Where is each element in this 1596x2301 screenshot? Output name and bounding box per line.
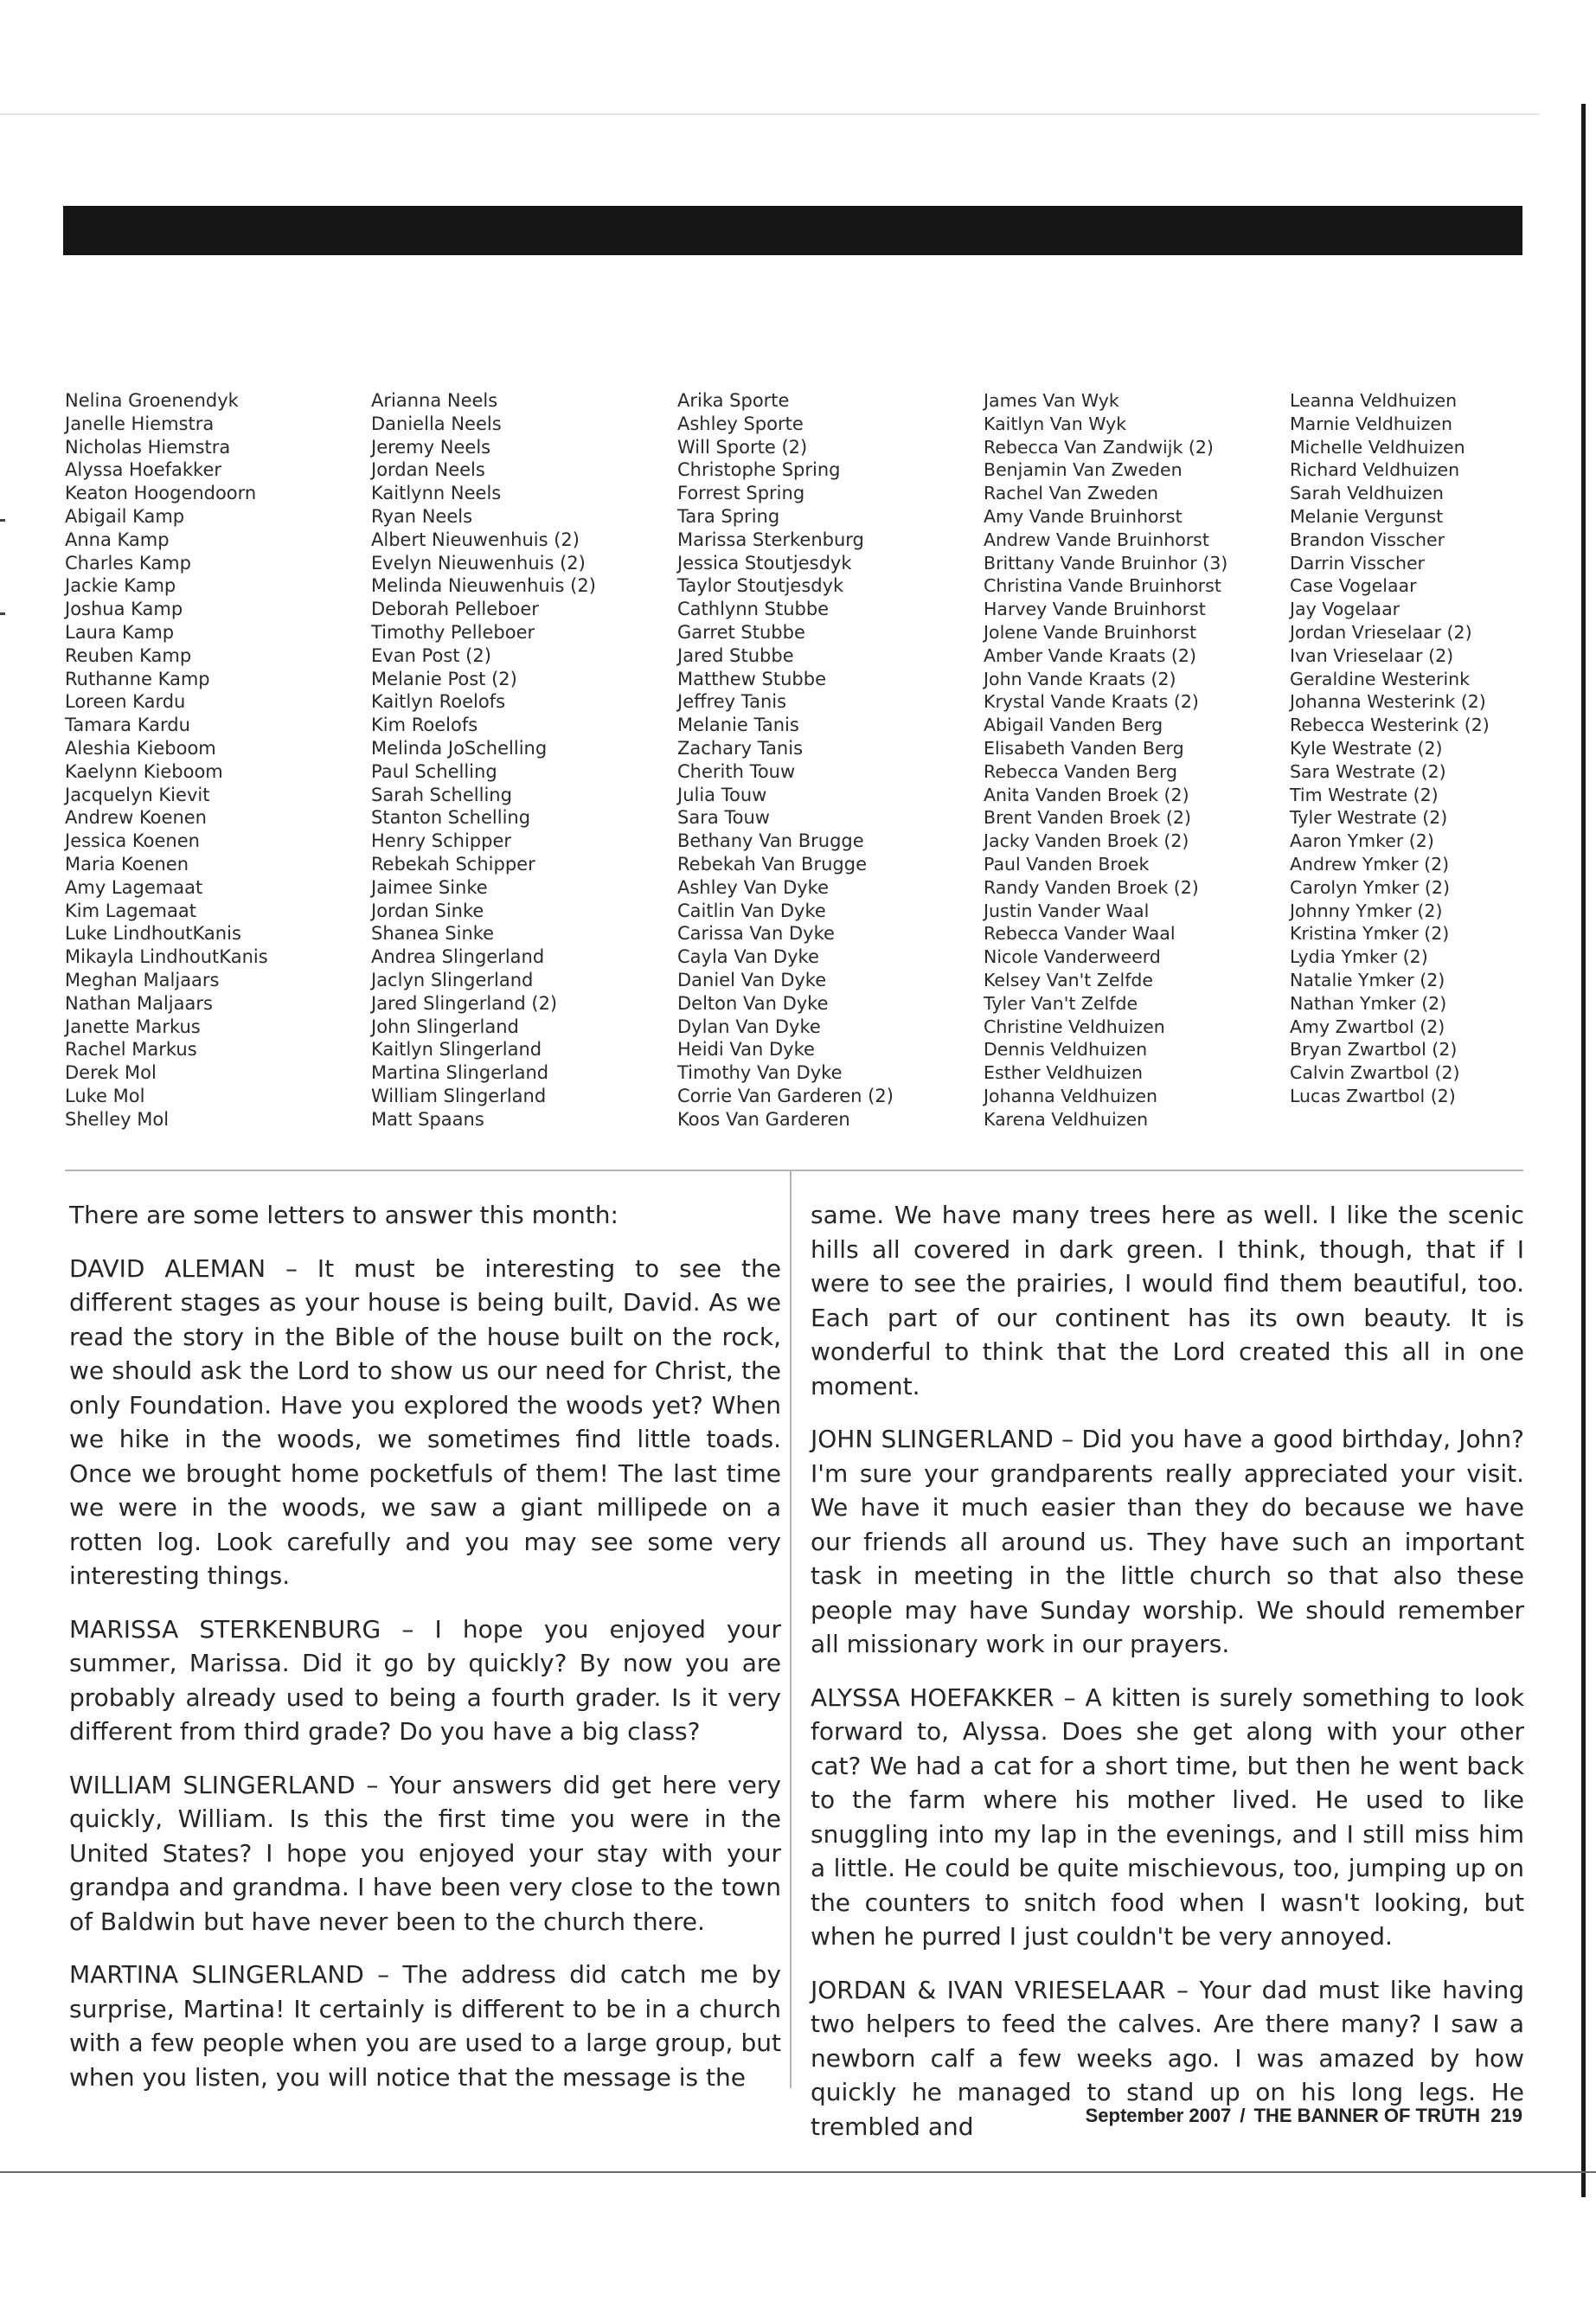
name-entry: Jordan Neels: [371, 459, 485, 481]
name-entry: Corrie Van Garderen (2): [677, 1085, 894, 1106]
name-entry: Caitlin Van Dyke: [677, 900, 826, 921]
name-entry: Randy Vanden Broek (2): [984, 876, 1199, 898]
name-entry: Marissa Sterkenburg: [677, 529, 864, 550]
name-entry: Rebecca Vander Waal: [984, 923, 1176, 945]
name-entry: Nicholas Hiemstra: [65, 436, 231, 458]
name-entry: Paul Vanden Broek: [984, 853, 1150, 875]
name-entry: Bethany Van Brugge: [677, 830, 864, 852]
name-entry: Krystal Vande Kraats (2): [984, 691, 1199, 713]
name-entry: Nicole Vanderweerd: [984, 946, 1161, 968]
name-entry: Will Sporte (2): [677, 436, 808, 458]
name-entry: Kaitlyn Van Wyk: [984, 413, 1127, 434]
letter-reply: JOHN SLINGERLAND – Did you have a good birthday, John? I'm sure your grandparents really appreciated your visit. We have it much easier than they do because we have our friends all around us. They have such an important task in meeting in the little church so that also these people may have Sunday worship. We should remember all missionary work in our prayers.: [811, 1425, 1524, 1658]
name-entry: Jaclyn Slingerland: [371, 969, 534, 990]
margin-tick: [0, 519, 5, 522]
name-entry: Meghan Maljaars: [65, 969, 220, 990]
name-entry: Rachel Van Zweden: [984, 483, 1158, 504]
name-entry: Shelley Mol: [65, 1108, 170, 1130]
name-entry: Heidi Van Dyke: [677, 1039, 815, 1061]
name-entry: Tim Westrate (2): [1290, 784, 1439, 805]
name-entry: Alyssa Hoefakker: [65, 459, 222, 481]
name-entry: Timothy Pelleboer: [371, 621, 535, 643]
name-entry: Rebecca Westerink (2): [1290, 715, 1490, 736]
name-entry: Christine Veldhuizen: [984, 1016, 1165, 1037]
name-entry: Esther Veldhuizen: [984, 1062, 1144, 1084]
name-entry: Jolene Vande Bruinhorst: [984, 621, 1196, 643]
name-entry: Janette Markus: [65, 1016, 201, 1037]
name-entry: Timothy Van Dyke: [677, 1062, 843, 1084]
name-entry: Kristina Ymker (2): [1290, 923, 1450, 945]
name-entry: Darrin Visscher: [1290, 552, 1425, 574]
name-entry: Jessica Stoutjesdyk: [677, 552, 852, 574]
name-entry: Melanie Tanis: [677, 715, 799, 736]
name-entry: James Van Wyk: [984, 390, 1119, 411]
name-entry: Arianna Neels: [371, 390, 498, 411]
name-entry: Tyler Van't Zelfde: [984, 992, 1138, 1014]
name-entry: Tyler Westrate (2): [1290, 807, 1448, 829]
name-entry: Jordan Sinke: [371, 900, 484, 921]
name-entry: Justin Vander Waal: [984, 900, 1150, 921]
name-entry: Michelle Veldhuizen: [1290, 436, 1465, 458]
name-entry: Stanton Schelling: [371, 807, 531, 829]
name-entry: Melanie Vergunst: [1290, 505, 1444, 527]
name-entry: Ruthanne Kamp: [65, 668, 210, 689]
name-entry: Carolyn Ymker (2): [1290, 876, 1450, 898]
name-entry: Anna Kamp: [65, 529, 170, 550]
name-entry: Delton Van Dyke: [677, 992, 829, 1014]
name-entry: Martina Slingerland: [371, 1062, 549, 1084]
name-entry: Albert Nieuwenhuis (2): [371, 529, 580, 550]
name-entry: Melinda Nieuwenhuis (2): [371, 575, 596, 597]
name-entry: Rebekah Schipper: [371, 853, 535, 875]
name-entry: Kaitlyn Roelofs: [371, 691, 506, 713]
letter-reply: WILLIAM SLINGERLAND – Your answers did get here very quickly, William. Is this the first time you were in the United States? I hope you enjoyed your stay with your grandpa and grandma. I have been very close to the town of Baldwin but have never been to the church there.: [69, 1770, 781, 1936]
names-column: [984, 389, 1278, 1131]
name-entry: Ryan Neels: [371, 505, 473, 527]
name-entry: Case Vogelaar: [1290, 575, 1417, 597]
name-entry: Evan Post (2): [371, 644, 491, 666]
names-list: [65, 389, 1570, 1133]
name-entry: Kim Roelofs: [371, 715, 478, 736]
name-entry: Kaitlyn Slingerland: [371, 1039, 542, 1061]
name-entry: Jacky Vanden Broek (2): [984, 830, 1189, 852]
page-footer: [1086, 2105, 1522, 2127]
page-number: 219: [1490, 2105, 1522, 2126]
name-entry: Shanea Sinke: [371, 923, 495, 945]
name-entry: Matt Spaans: [371, 1108, 484, 1130]
name-entry: Brandon Visscher: [1290, 529, 1445, 550]
name-entry: Zachary Tanis: [677, 737, 804, 759]
name-entry: Abigail Kamp: [65, 505, 185, 527]
name-entry: Evelyn Nieuwenhuis (2): [371, 552, 586, 574]
name-entry: Charles Kamp: [65, 552, 191, 574]
section-divider: [65, 1170, 1523, 1171]
name-entry: Sarah Veldhuizen: [1290, 483, 1444, 504]
name-entry: Elisabeth Vanden Berg: [984, 737, 1184, 759]
top-rule: [0, 113, 1540, 115]
name-entry: Mikayla LindhoutKanis: [65, 946, 268, 968]
name-entry: Jaimee Sinke: [371, 876, 488, 898]
name-entry: Benjamin Van Zweden: [984, 459, 1183, 481]
name-entry: Koos Van Garderen: [677, 1108, 850, 1130]
name-entry: Geraldine Westerink: [1290, 668, 1471, 689]
name-entry: Jeffrey Tanis: [677, 691, 787, 713]
name-entry: Cherith Touw: [677, 760, 796, 782]
name-entry: Rebecca Vanden Berg: [984, 760, 1178, 782]
name-entry: Melanie Post (2): [371, 668, 517, 689]
name-entry: Garret Stubbe: [677, 621, 805, 643]
name-entry: Forrest Spring: [677, 483, 805, 504]
name-entry: Jeremy Neels: [371, 436, 491, 458]
name-entry: Rebekah Van Brugge: [677, 853, 867, 875]
name-entry: Andrea Slingerland: [371, 946, 545, 968]
name-entry: Tara Spring: [677, 505, 780, 527]
name-entry: Kaitlynn Neels: [371, 483, 502, 504]
footer-issue-date: September 2007: [1085, 2105, 1232, 2126]
name-entry: Karena Veldhuizen: [984, 1108, 1149, 1130]
letter-reply: DAVID ALEMAN – It must be interesting to see the different stages as your house is being built, David. As we read the story in the Bible of the house built on the rock, we should ask the Lord to show us our need for Christ, the only Foundation. Have you explored the woods yet? When we hike in the woods, we sometimes find little toads. Once we brought home pocketfuls of them! The last time we were in the woods, we saw a giant millipede on a rotten log. Look carefully and you may see some very interesting things.: [69, 1253, 781, 1590]
name-entry: Kaelynn Kieboom: [65, 760, 223, 782]
letters-intro: There are some letters to answer this month:: [69, 1201, 619, 1229]
name-entry: Laura Kamp: [65, 621, 175, 643]
name-entry: Luke Mol: [65, 1085, 145, 1106]
name-entry: Andrew Vande Bruinhorst: [984, 529, 1209, 550]
name-entry: Janelle Hiemstra: [65, 413, 215, 434]
name-entry: Rebecca Van Zandwijk (2): [984, 436, 1214, 458]
name-entry: Sara Touw: [677, 807, 770, 829]
name-entry: Matthew Stubbe: [677, 668, 826, 689]
name-entry: Rachel Markus: [65, 1039, 197, 1061]
letter-reply: MARTINA SLINGERLAND – The address did catch me by surprise, Martina! It certainly is different to be in a church with a few people when you are used to a large group, but when you listen, you will notice that the message is the: [69, 1960, 781, 2092]
name-entry: Melinda JoSchelling: [371, 737, 548, 759]
name-entry: Maria Koenen: [65, 853, 189, 875]
name-entry: Harvey Vande Bruinhorst: [984, 599, 1206, 620]
name-entry: Christophe Spring: [677, 459, 841, 481]
name-entry: Bryan Zwartbol (2): [1290, 1039, 1458, 1061]
letters-left-column: [69, 1198, 781, 2113]
name-entry: Daniella Neels: [371, 413, 502, 434]
name-entry: Loreen Kardu: [65, 691, 186, 713]
header-banner-bar: [63, 206, 1522, 255]
name-entry: Sara Westrate (2): [1290, 760, 1446, 782]
name-entry: Anita Vanden Broek (2): [984, 784, 1189, 805]
name-entry: John Vande Kraats (2): [984, 668, 1176, 689]
name-entry: Henry Schipper: [371, 830, 511, 852]
letter-reply-continued: same. We have many trees here as well. I like the scenic hills all covered in dark green. I think, though, that if I were to see the prairies, I would find them beautiful, too. Each part of our continent has its own beauty. It is wonderful to think that the Lord created this all in one moment.: [811, 1201, 1524, 1400]
footer-separator: /: [1240, 2105, 1246, 2126]
name-entry: Cayla Van Dyke: [677, 946, 819, 968]
name-entry: Amy Vande Bruinhorst: [984, 505, 1183, 527]
name-entry: Marnie Veldhuizen: [1290, 413, 1452, 434]
name-entry: Jackie Kamp: [65, 575, 176, 597]
name-entry: Luke LindhoutKanis: [65, 923, 241, 945]
name-entry: Julia Touw: [677, 784, 767, 805]
column-divider: [790, 1170, 792, 2088]
name-entry: Derek Mol: [65, 1062, 157, 1084]
name-entry: Brittany Vande Bruinhor (3): [984, 552, 1228, 574]
name-entry: Jared Slingerland (2): [371, 992, 558, 1014]
name-entry: Amy Zwartbol (2): [1290, 1016, 1445, 1037]
name-entry: Jacquelyn Kievit: [65, 784, 210, 805]
name-entry: William Slingerland: [371, 1085, 547, 1106]
name-entry: Keaton Hoogendoorn: [65, 483, 257, 504]
name-entry: Lucas Zwartbol (2): [1290, 1085, 1456, 1106]
name-entry: Deborah Pelleboer: [371, 599, 539, 620]
name-entry: Cathlynn Stubbe: [677, 599, 830, 620]
name-entry: Paul Schelling: [371, 760, 497, 782]
name-entry: Brent Vanden Broek (2): [984, 807, 1191, 829]
name-entry: Leanna Veldhuizen: [1290, 390, 1458, 411]
name-entry: Nelina Groenendyk: [65, 390, 239, 411]
footer-publication: THE BANNER OF TRUTH: [1253, 2105, 1481, 2126]
name-entry: Aleshia Kieboom: [65, 737, 216, 759]
margin-tick: [0, 612, 5, 615]
name-entry: Reuben Kamp: [65, 644, 192, 666]
name-entry: John Slingerland: [371, 1016, 519, 1037]
name-entry: Abigail Vanden Berg: [984, 715, 1163, 736]
name-entry: Johanna Veldhuizen: [984, 1085, 1158, 1106]
name-entry: Christina Vande Bruinhorst: [984, 575, 1221, 597]
name-entry: Carissa Van Dyke: [677, 923, 835, 945]
letter-reply: MARISSA STERKENBURG – I hope you enjoyed your summer, Marissa. Did it go by quickly? By now you are probably already used to being a fourth grader. Is it very different from third grade? Do you have a big class?: [69, 1614, 781, 1746]
name-entry: Calvin Zwartbol (2): [1290, 1062, 1460, 1084]
name-entry: Johanna Westerink (2): [1290, 691, 1486, 713]
name-entry: Jordan Vrieselaar (2): [1290, 621, 1472, 643]
name-entry: Kyle Westrate (2): [1290, 737, 1443, 759]
letter-reply: JORDAN & IVAN VRIESELAAR – Your dad must like having two helpers to feed the calves. Are there many? I saw a newborn calf a few weeks ago. I was amazed by how quickly he managed to stand up on his long legs. He trembled and: [811, 1975, 1524, 2141]
name-entry: Lydia Ymker (2): [1290, 946, 1428, 968]
name-entry: Daniel Van Dyke: [677, 969, 827, 990]
letter-reply: ALYSSA HOEFAKKER – A kitten is surely something to look forward to, Alyssa. Does she get along with your other cat? We had a cat for a short time, but then he went back to the farm where his mother lived. He used to like snuggling into my lap in the evenings, and I still miss him a little. He could be quite mischievous, too, jumping up on the counters to snitch food when I wasn't looking, but when he purred I just couldn't be very annoyed.: [811, 1682, 1524, 1951]
name-entry: Nathan Ymker (2): [1290, 992, 1447, 1014]
name-entry: Tamara Kardu: [65, 715, 190, 736]
name-entry: Jared Stubbe: [677, 644, 794, 666]
name-entry: Arika Sporte: [677, 390, 790, 411]
name-entry: Nathan Maljaars: [65, 992, 213, 1014]
name-entry: Dennis Veldhuizen: [984, 1039, 1148, 1061]
bottom-rule: [0, 2171, 1596, 2173]
name-entry: Jay Vogelaar: [1290, 599, 1401, 620]
name-entry: Jessica Koenen: [65, 830, 200, 852]
names-column: [1290, 389, 1584, 1108]
name-entry: Amy Lagemaat: [65, 876, 203, 898]
names-column: [371, 389, 665, 1131]
name-entry: Kim Lagemaat: [65, 900, 196, 921]
name-entry: Ashley Van Dyke: [677, 876, 829, 898]
name-entry: Johnny Ymker (2): [1290, 900, 1443, 921]
name-entry: Sarah Schelling: [371, 784, 512, 805]
letters-right-column: [811, 1198, 1524, 2163]
name-entry: Dylan Van Dyke: [677, 1016, 821, 1037]
name-entry: Kelsey Van't Zelfde: [984, 969, 1154, 990]
name-entry: Andrew Ymker (2): [1290, 853, 1450, 875]
name-entry: Ashley Sporte: [677, 413, 804, 434]
name-entry: Amber Vande Kraats (2): [984, 644, 1196, 666]
name-entry: Richard Veldhuizen: [1290, 459, 1460, 481]
name-entry: Natalie Ymker (2): [1290, 969, 1445, 990]
names-column: [65, 389, 359, 1131]
name-entry: Ivan Vrieselaar (2): [1290, 644, 1454, 666]
name-entry: Andrew Koenen: [65, 807, 207, 829]
name-entry: Joshua Kamp: [65, 599, 183, 620]
names-column: [677, 389, 971, 1131]
name-entry: Taylor Stoutjesdyk: [677, 575, 844, 597]
name-entry: Aaron Ymker (2): [1290, 830, 1434, 852]
